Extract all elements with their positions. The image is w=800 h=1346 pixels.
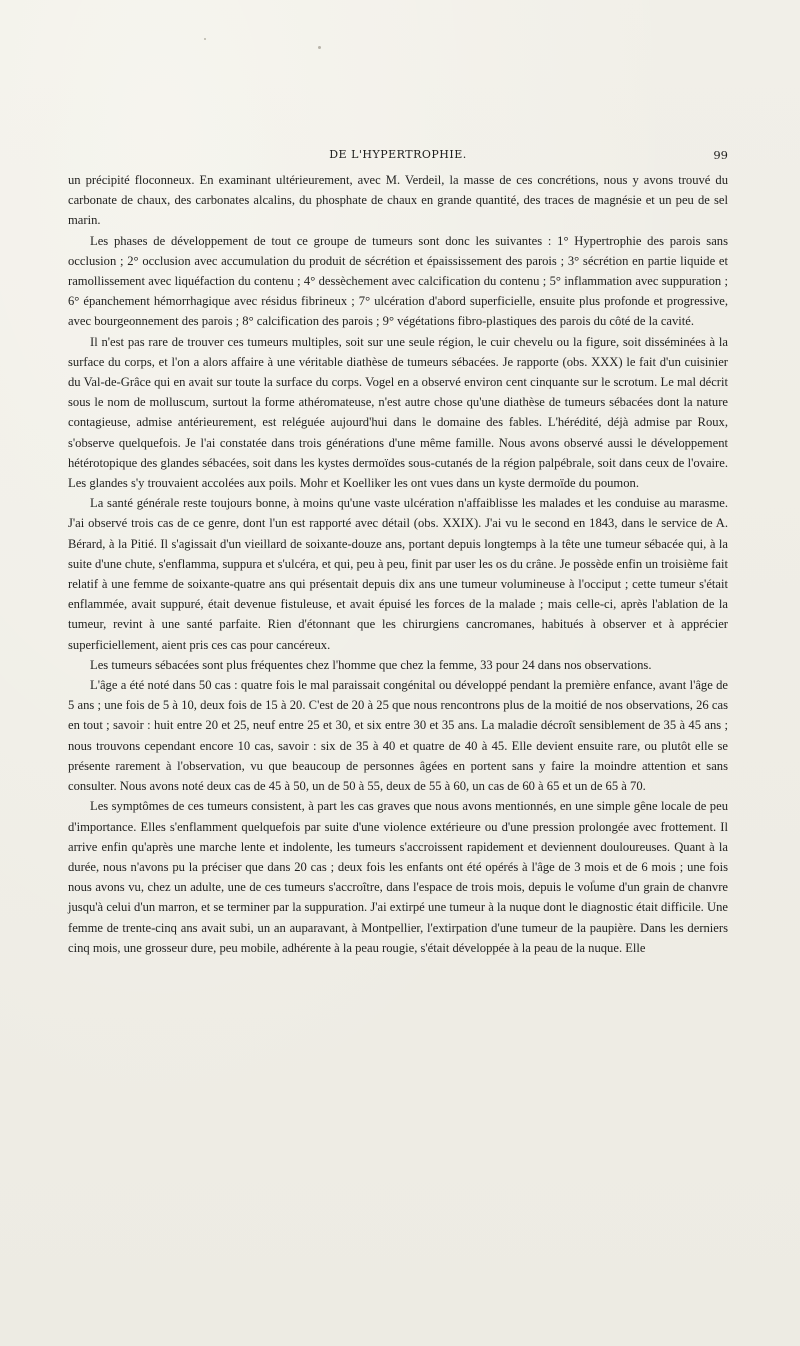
- page-number: 99: [713, 148, 728, 162]
- paper-speck: [204, 38, 206, 40]
- paragraph: Les symptômes de ces tumeurs consistent, à part les cas graves que nous avons mentionnés, en une simple gêne locale de peu d'importance. Elles s'enflamment quelquefois par suite d'une violence extérieure ou d'une pression prolongée avec frottement. Il arrive enfin qu'après une marche lente et indolente, les tumeurs s'accroissent rapidement et deviennent douloureuses. Quant à la durée, nous n'avons pu la préciser que dans 20 cas ; deux fois les enfants ont été opérés à l'âge de 3 mois et de 6 mois ; une fois nous avons vu, chez un adulte, une de ces tumeurs s'accroître, dans l'espace de trois mois, depuis le volume d'un grain de chanvre jusqu'à celui d'un marron, et se terminer par la suppuration. J'ai extirpé une tumeur à la nuque dont le diagnostic était difficile. Une femme de trente-cinq ans avait subi, un an auparavant, à Montpellier, l'extirpation d'une tumeur de la paupière. Dans les derniers cinq mois, une grosseur dure, peu mobile, adhérente à la peau rougie, s'était développée à la peau de la nuque. Elle: [68, 799, 728, 955]
- page-header: [68, 148, 728, 166]
- paragraph: Il n'est pas rare de trouver ces tumeurs multiples, soit sur une seule région, le cuir chevelu ou la figure, soit disséminées à la surface du corps, et l'on a alors affaire à une véritable diathèse de tumeurs sébacées. Je rapporte (obs. XXX) le fait d'un cuisinier du Val-de-Grâce qui en avait sur toute la surface du corps. Vogel en a observé environ cent cinquante sur le scrotum. Le mal décrit sous le nom de molluscum, surtout la forme athéromateuse, n'est autre chose qu'une diathèse de tumeurs sébacées dont la nature contagieuse, admise antérieurement, est reléguée aujourd'hui dans le domaine des fables. L'hérédité, déjà admise par Roux, s'observe quelquefois. Je l'ai constatée dans trois générations d'une même famille. Nous avons observé aussi le développement hétérotopique des glandes sébacées, soit dans les kystes dermoïdes sous-cutanés de la région palpébrale, soit dans ceux de l'ovaire. Les glandes s'y trouvaient accolées aux poils. Mohr et Koelliker les ont vues dans un kyste dermoïde du poumon.: [68, 334, 728, 491]
- paragraph: L'âge a été noté dans 50 cas : quatre fois le mal paraissait congénital ou développé pendant la première enfance, avant l'âge de 5 ans ; une fois de 5 à 10, deux fois de 15 à 20. C'est de 20 à 25 que nous rencontrons plus de la moitié de nos observations, 26 cas en tout ; savoir : huit entre 20 et 25, neuf entre 25 et 30, et six entre 30 et 35 ans. La maladie décroît sensiblement de 35 à 45 ans ; nous trouvons cependant encore 10 cas, savoir : six de 35 à 40 et quatre de 40 à 45. Elle devient ensuite rare, ou plutôt elle se présente rarement à l'observation, vu que beaucoup de personnes âgées en portent sans y faire la moindre attention et sans consulter. Nous avons noté deux cas de 45 à 50, un de 50 à 55, deux de 55 à 60, un cas de 60 à 65 et un de 65 à 70.: [68, 678, 728, 794]
- paragraph: un précipité floconneux. En examinant ultérieurement, avec M. Verdeil, la masse de ces concrétions, nous y avons trouvé du carbonate de chaux, des carbonates alcalins, du phosphate de chaux en grande quantité, des traces de magnésie et un peu de sel marin.: [68, 173, 728, 228]
- paragraph: Les phases de développement de tout ce groupe de tumeurs sont donc les suivantes : 1° Hypertrophie des parois sans occlusion ; 2° occlusion avec accumulation du produit de sécrétion et épaississement des parois ; 3° sécrétion en partie liquide et ramollissement avec liquéfaction du contenu ; 4° dessèchement avec calcification du contenu ; 5° inflammation avec suppuration ; 6° épanchement hémorrhagique avec résidus fibrineux ; 7° ulcération d'abord superficielle, ensuite plus profonde et progressive, avec bourgeonnement des parois ; 8° calcification des parois ; 9° végétations fibro-plastiques des parois du côté de la cavité.: [68, 233, 728, 329]
- running-head: DE L'HYPERTROPHIE.: [329, 148, 467, 161]
- paragraph: Les tumeurs sébacées sont plus fréquentes chez l'homme que chez la femme, 33 pour 24 dans nos observations.: [90, 657, 652, 672]
- paragraph: La santé générale reste toujours bonne, à moins qu'une vaste ulcération n'affaiblisse les malades et les conduise au marasme. J'ai observé trois cas de ce genre, dont l'un est rapporté avec détail (obs. XXIX). J'ai vu le second en 1843, dans le service de A. Bérard, à la Pitié. Il s'agissait d'un vieillard de soixante-douze ans, portant depuis longtemps à la tête une tumeur sébacée qui, à la suite d'une chute, s'enflamma, suppura et s'ulcéra, et qui, peu à peu, finit par user les os du crâne. Je possède enfin un troisième fait relatif à une femme de soixante-quatre ans qui présentait depuis dix ans une tumeur volumineuse à l'occiput ; cette tumeur s'était enflammée, avait suppuré, était devenue fistuleuse, et avait épuisé les forces de la malade ; mais celle-ci, après l'ablation de la tumeur, revint à une santé parfaite. Rien d'étonnant que les chirurgiens cancromanes, habitués à observer et à apprécier superficiellement, aient pris ces cas pour cancéreux.: [68, 496, 728, 652]
- body-text: [68, 170, 728, 958]
- paper-speck: [318, 46, 321, 49]
